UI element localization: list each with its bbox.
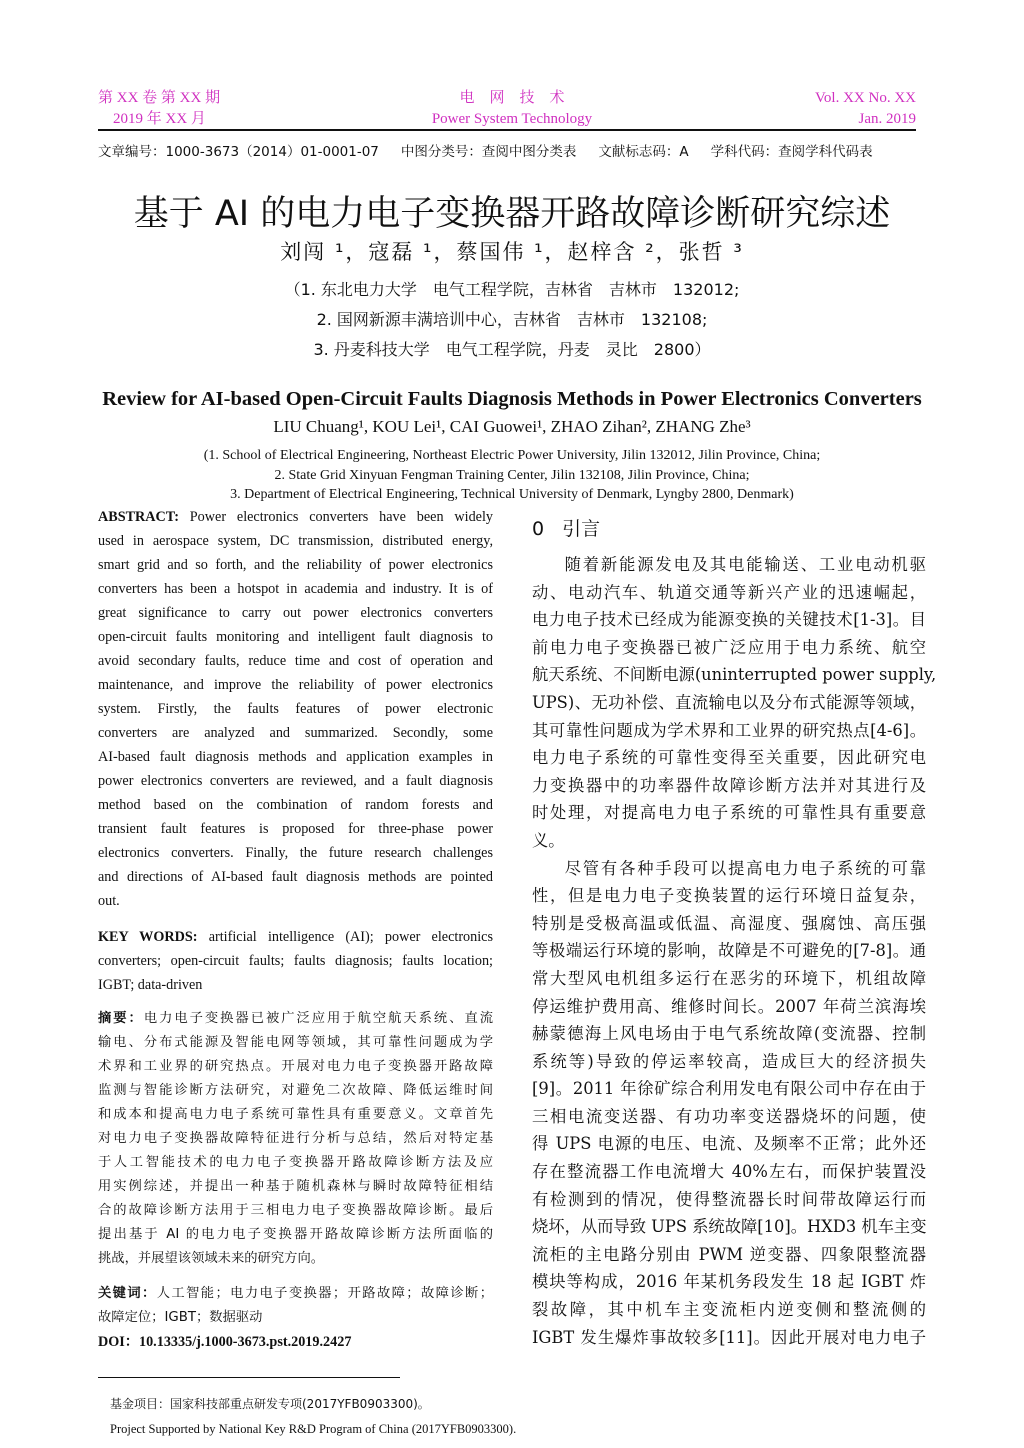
text-line: 赫蒙德海上风电场由于电气系统故障(变流器、控制	[532, 1024, 926, 1044]
text-line	[98, 1055, 493, 1079]
text-line	[98, 841, 493, 865]
footnote-funding-cn: 基金项目：国家科技部重点研发专项(2017YFB0903300)。	[110, 1397, 430, 1411]
text-line: 存在整流器工作电流增大 40%左右，而保护装置没	[532, 1162, 926, 1182]
text-line	[98, 601, 493, 625]
line-text: converters are analyzed and summarized. Secondly, some	[98, 725, 493, 741]
affiliation-en-1: (1. School of Electrical Engineering, Northeast Electric Power University, Jilin 132012, Jilin Province, China;	[203, 448, 821, 463]
section-number: 0	[532, 518, 545, 540]
line-text: 于人工智能技术的电力电子变换器开路故障诊断方法及应	[98, 1155, 493, 1170]
text-line: 性，但是电力电子变换装置的运行环境日益复杂，	[532, 886, 926, 906]
text-line	[98, 973, 493, 997]
text-line: 裂故障，其中机车主变流柜内逆变侧和整流侧的	[532, 1300, 926, 1320]
line-text: transient fault features is proposed for three-phase power	[98, 821, 493, 837]
text-line: 有检测到的情况，使得整流器长时间带故障运行而	[532, 1189, 926, 1209]
text-line: 航天系统、不间断电源(uninterrupted power supply,	[532, 665, 937, 685]
keywords-cn	[98, 1282, 493, 1330]
text-line: 电力电子系统的可靠性变得至关重要，因此研究电	[532, 748, 926, 768]
text-line: UPS)、无功补偿、直流输电以及分布式能源等领域，	[532, 692, 926, 712]
document-code: 文献标志码：A	[598, 144, 689, 160]
text-line	[98, 649, 493, 673]
affiliation-en-3: 3. Department of Electrical Engineering, Technical University of Denmark, Lyngby 2800, Denmark)	[230, 487, 794, 502]
line-text: 用实例综述，并提出一种基于随机森林与瞬时故障特征相结	[98, 1179, 493, 1194]
clc-number: 中图分类号：查阅中图分类表	[400, 144, 577, 160]
text-line	[98, 673, 493, 697]
text-line	[98, 769, 493, 793]
line-text: 合的故障诊断方法用于三相电力电子变换器故障诊断。最后	[98, 1203, 493, 1218]
text-line: 流柜的主电路分别由 PWM 逆变器、四象限整流器	[532, 1244, 926, 1264]
line-text: artificial intelligence (AI); power electronics	[208, 929, 493, 945]
abstract-en	[98, 505, 493, 913]
block-label: 关键词：	[98, 1286, 157, 1301]
line-text: 监测与智能诊断方法研究，对避免二次故障、降低运维时间	[98, 1083, 493, 1098]
authors-cn: 刘闯 ¹，寇磊 ¹，蔡国伟 ¹，赵梓含 ²，张哲 ³	[280, 240, 744, 264]
text-line: 前电力电子变换器已被广泛应用于电力系统、航空	[532, 637, 926, 657]
text-line	[98, 529, 493, 553]
line-text: 和成本和提高电力电子系统可靠性具有重要意义。文章首先	[98, 1107, 493, 1122]
line-text: converters; open-circuit faults; faults diagnosis; faults location;	[98, 953, 493, 969]
line-text: 输电、分布式能源及智能电网等领域，其可靠性问题成为学	[98, 1035, 493, 1050]
line-text: 对电力电子变换器故障特征进行分析与总结，然后对特定基	[98, 1131, 493, 1146]
text-line: 尽管有各种手段可以提高电力电子系统的可靠	[564, 858, 926, 878]
line-text: 人工智能；电力电子变换器；开路故障；故障诊断；	[156, 1286, 494, 1301]
text-line: 得 UPS 电源的电压、电流、及频率不正常；此外还	[532, 1134, 926, 1154]
title-en: Review for AI-based Open-Circuit Faults Diagnosis Methods in Power Electronics Converters	[102, 388, 922, 410]
paragraph	[532, 551, 937, 855]
text-line: 特别是受极高温或低温、高湿度、强腐蚀、高压强	[532, 913, 926, 933]
line-text: IGBT; data-driven	[98, 977, 203, 993]
block-label: ABSTRACT:	[98, 509, 179, 525]
text-line: 等极端运行环境的影响，故障是不可避免的[7-8]。通	[532, 941, 926, 961]
volume-issue: 第 XX 卷 第 XX 期	[98, 90, 221, 106]
line-text: method based on the combination of random forests and	[98, 797, 493, 813]
line-text: 提出基于 AI 的电力电子变换器开路故障诊断方法所面临的	[98, 1227, 493, 1242]
subject-code: 学科代码：查阅学科代码表	[710, 144, 873, 160]
abstract-cn	[98, 1007, 493, 1271]
text-line	[98, 745, 493, 769]
line-text: converters has been a hotspot in academia and industry. It is of	[98, 581, 493, 597]
text-line	[98, 925, 493, 949]
text-line: [9]。2011 年徐矿综合利用发电有限公司中存在由于	[532, 1079, 926, 1099]
text-line: 停运维护费用高、维修时间长。2007 年荷兰滨海埃	[532, 996, 926, 1016]
text-line	[98, 1223, 493, 1247]
text-line	[98, 1175, 493, 1199]
text-line: 力变换器中的功率器件故障诊断方法并对其进行及	[532, 775, 926, 795]
footnote-funding-en: Project Supported by National Key R&D Program of China (2017YFB0903300).	[110, 1422, 517, 1436]
section-title: 引言	[562, 518, 601, 540]
line-text: 电力电子变换器已被广泛应用于航空航天系统、直流	[143, 1011, 494, 1026]
text-line	[98, 1127, 493, 1151]
journal-name-cn: 电 网 技 术	[459, 90, 565, 106]
line-text: used in aerospace system, DC transmission, distributed energy,	[98, 533, 493, 549]
text-line: 模块等构成，2016 年某机务段发生 18 起 IGBT 炸	[532, 1272, 926, 1292]
issue-date-en: Jan. 2019	[858, 111, 916, 127]
doi: DOI：10.13335/j.1000-3673.pst.2019.2427	[98, 1334, 352, 1350]
article-meta	[98, 140, 928, 160]
text-line: 时处理，对提高电力电子系统的可靠性具有重要意	[532, 803, 926, 823]
footnote-rule	[98, 1377, 400, 1378]
line-text: electronics converters. Finally, the future research challenges	[98, 845, 493, 861]
text-line	[98, 1282, 493, 1306]
line-text: system. Firstly, the faults features of power electronic	[98, 701, 493, 717]
affiliation-cn-3: 3. 丹麦科技大学 电气工程学院，丹麦 灵比 2800）	[313, 340, 711, 359]
text-line	[98, 1079, 493, 1103]
line-text: and directions of AI-based fault diagnosis methods are pointed	[98, 869, 493, 885]
text-line	[98, 1103, 493, 1127]
issue-date-cn: 2019 年 XX 月	[113, 111, 206, 127]
text-line: 随着新能源发电及其电能输送、工业电动机驱	[564, 555, 926, 574]
block-label: 摘要：	[98, 1011, 144, 1026]
text-line: 其可靠性问题成为学术界和工业界的研究热点[4-6]。	[532, 720, 926, 740]
text-line: 三相电流变送器、有功功率变送器烧坏的问题，使	[532, 1106, 926, 1126]
text-line: 电力电子技术已经成为能源变换的关键技术[1-3]。目	[532, 610, 926, 630]
text-line: IGBT 发生爆炸事故较多[11]。因此开展对电力电子	[532, 1327, 926, 1347]
text-line	[98, 1199, 493, 1223]
text-line	[98, 865, 493, 889]
text-line: 义。	[532, 830, 565, 850]
journal-name-en: Power System Technology	[431, 111, 593, 127]
line-text: out.	[98, 893, 120, 909]
text-line	[98, 553, 493, 577]
line-text: avoid secondary faults, reduce time and cost of operation and	[98, 653, 493, 669]
text-line	[98, 949, 493, 973]
affiliations-en	[0, 446, 1024, 505]
text-line: 烧坏，从而导致 UPS 系统故障[10]。HXD3 机车主变	[532, 1217, 927, 1237]
block-label: KEY WORDS:	[98, 929, 198, 945]
body-text	[532, 551, 937, 1351]
text-line	[98, 577, 493, 601]
line-text: AI-based fault diagnosis methods and application examples in	[98, 749, 493, 765]
text-line	[98, 697, 493, 721]
authors-en: LIU Chuang¹, KOU Lei¹, CAI Guowei¹, ZHAO Zihan², ZHANG Zhe³	[273, 417, 751, 436]
volume-en: Vol. XX No. XX	[815, 90, 916, 106]
line-text: power electronics converters are reviewed, and a fault diagnosis	[98, 773, 493, 789]
text-line	[98, 1031, 493, 1055]
paragraph	[532, 855, 926, 1352]
keywords-en	[98, 925, 493, 997]
section-heading	[532, 514, 600, 541]
header-rule	[98, 129, 916, 131]
affiliation-cn-2: 2. 国网新源丰满培训中心，吉林省 吉林市 132108;	[316, 310, 708, 329]
line-text: 术界和工业界的研究热点。开展对电力电子变换器开路故障	[98, 1059, 493, 1074]
text-line: 常大型风电机组多运行在恶劣的环境下，机组故障	[532, 968, 926, 988]
affiliations-cn	[0, 275, 1024, 365]
line-text: open-circuit faults monitoring and intelligent fault diagnosis to	[98, 629, 493, 645]
text-line	[98, 1151, 493, 1175]
text-line	[98, 793, 493, 817]
text-line	[98, 817, 493, 841]
text-line	[98, 1306, 493, 1330]
line-text: 故障定位；IGBT；数据驱动	[98, 1310, 263, 1325]
title-cn: 基于 AI 的电力电子变换器开路故障诊断研究综述	[133, 194, 891, 234]
line-text: great significance to carry out power electronics converters	[98, 605, 493, 621]
text-line	[98, 889, 493, 913]
text-line	[98, 1007, 493, 1031]
text-line	[98, 1247, 493, 1271]
line-text: Power electronics converters have been widely	[189, 509, 494, 525]
text-line	[98, 505, 493, 529]
line-text: smart grid and so forth, and the reliability of power electronics	[98, 557, 493, 573]
text-line	[98, 625, 493, 649]
article-number: 文章编号：1000-3673（2014）01-0001-07	[98, 144, 379, 160]
text-line: 动、电动汽车、轨道交通等新兴产业的迅速崛起，	[532, 582, 926, 602]
line-text: maintenance, and improve the reliability of power electronics	[98, 677, 493, 693]
line-text: 挑战，并展望该领域未来的研究方向。	[98, 1251, 325, 1266]
text-line: 系统等)导致的停运率较高，造成巨大的经济损失	[532, 1051, 926, 1071]
text-line	[98, 721, 493, 745]
affiliation-cn-1: （1. 东北电力大学 电气工程学院，吉林省 吉林市 132012;	[284, 280, 740, 299]
affiliation-en-2: 2. State Grid Xinyuan Fengman Training Center, Jilin 132108, Jilin Province, China;	[274, 467, 750, 483]
